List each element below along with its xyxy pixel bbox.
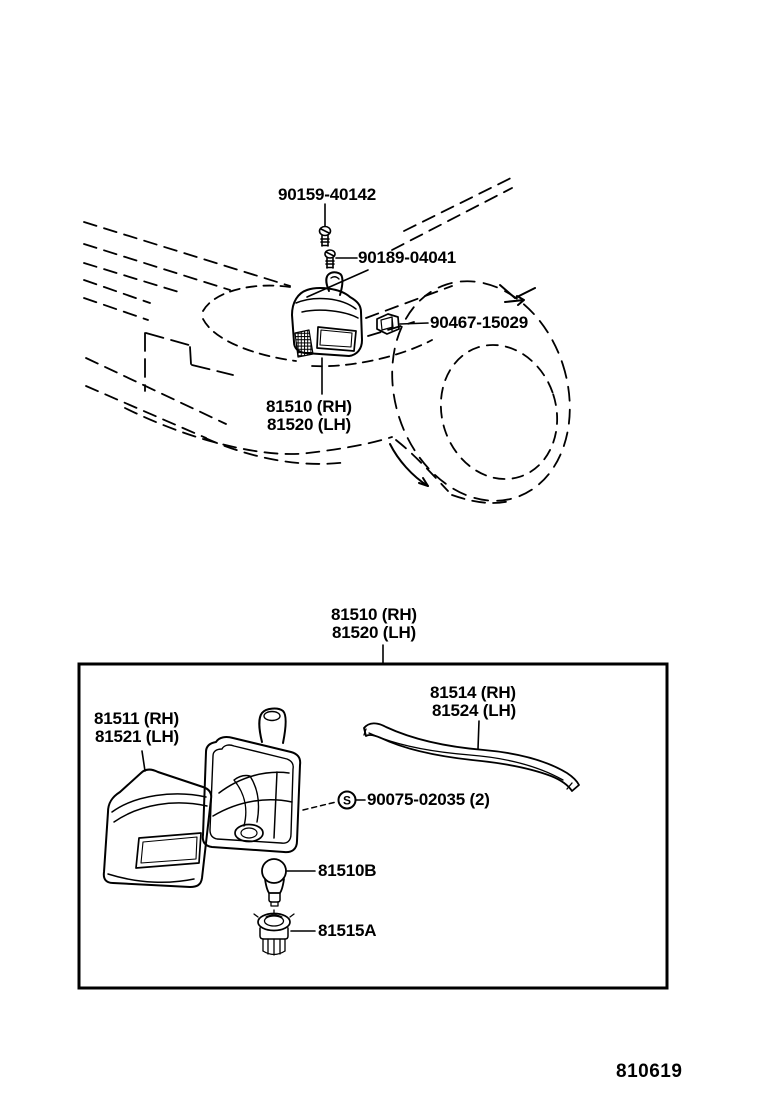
clip-icon (377, 314, 399, 334)
label-gasket-lh: 81524 (LH) (432, 701, 516, 720)
signal-lamp-drawing (292, 272, 362, 357)
screw-marker-letter: S (342, 793, 352, 808)
lens-part-drawing (104, 751, 211, 887)
screw-marker-icon (303, 792, 365, 811)
label-lens-lh: 81521 (LH) (95, 727, 179, 746)
drawing-number: 810619 (616, 1061, 683, 1082)
label-assembly-rh: 81510 (RH) (266, 397, 352, 416)
screw-icon-top (320, 227, 331, 247)
label-socket: 81515A (318, 921, 377, 940)
label-bulb: 81510B (318, 861, 377, 880)
gasket-drawing (364, 721, 579, 791)
label-gasket-rh: 81514 (RH) (430, 683, 516, 702)
wheel-arch (365, 258, 598, 524)
lamp-body-drawing (203, 709, 300, 853)
bulb-icon (262, 859, 315, 906)
label-assembly-lh: 81520 (LH) (267, 415, 351, 434)
label-screw-set: 90075-02035 (2) (367, 790, 490, 809)
socket-icon (254, 910, 315, 955)
top-leader-lines (307, 204, 428, 664)
label-box-title-rh: 81510 (RH) (331, 605, 417, 624)
label-box-title-lh: 81520 (LH) (332, 623, 416, 642)
label-screw-top: 90159-40142 (278, 185, 377, 204)
label-clip: 90467-15029 (430, 313, 529, 332)
label-screw-side: 90189-04041 (358, 248, 457, 267)
label-lens-rh: 81511 (RH) (94, 709, 179, 728)
screw-icon-side (325, 250, 335, 268)
